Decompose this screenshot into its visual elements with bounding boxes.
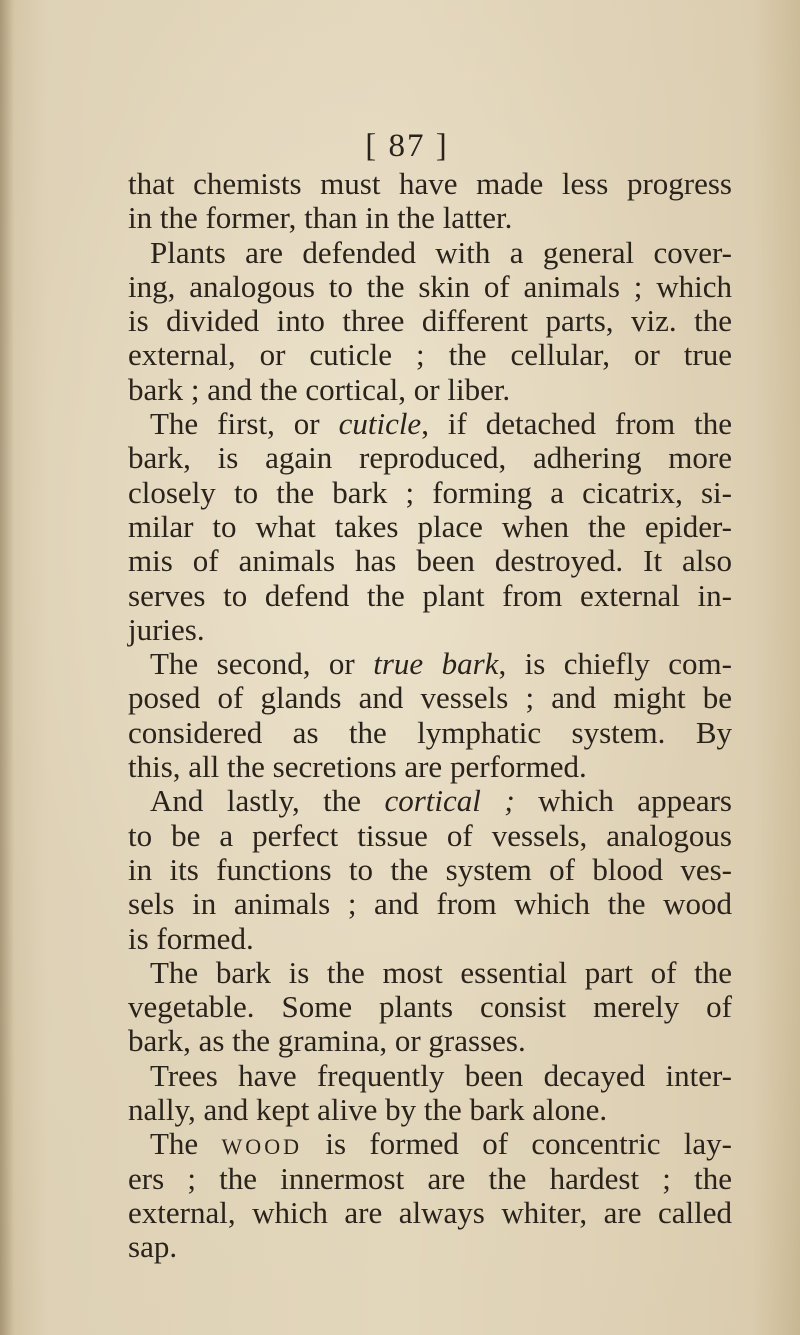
text-line: this, all the secretions are performed. — [128, 749, 587, 785]
text-segment: The second, or — [150, 646, 374, 682]
text-line: posed of glands and vessels ; and might be — [128, 680, 732, 716]
text-line: bark ; and the cortical, or liber. — [128, 371, 511, 407]
text-line: nally, and kept alive by the bark alone. — [128, 1092, 608, 1128]
body-text — [128, 167, 732, 1265]
small-caps-term: wood — [221, 1126, 302, 1162]
text-line: juries. — [128, 611, 205, 647]
text-segment: which appears — [514, 783, 732, 819]
text-line — [128, 407, 732, 441]
text-segment: The — [150, 1126, 222, 1162]
text-segment: , if detached from the — [421, 406, 732, 442]
text-segment: And lastly, the — [150, 783, 385, 819]
text-segment: The first, or — [150, 406, 339, 442]
text-line: ing, analogous to the skin of animals ; which — [128, 268, 732, 304]
page-number: [ 87 ] — [365, 128, 449, 164]
page-gutter-shadow — [0, 0, 14, 1335]
text-line — [128, 647, 732, 681]
text-line: external, or cuticle ; the cellular, or true — [128, 337, 732, 373]
text-line: in the former, than in the latter. — [128, 200, 513, 236]
text-line: closely to the bark ; forming a cicatrix, si- — [128, 474, 732, 510]
italic-term: true bark — [373, 646, 499, 682]
text-line: milar to what takes place when the epider- — [128, 508, 732, 544]
text-line: is divided into three different parts, viz. the — [128, 303, 732, 339]
text-line: that chemists must have made less progress — [128, 166, 732, 201]
text-line: serves to defend the plant from external in- — [128, 577, 732, 613]
text-line: bark, is again reproduced, adhering more — [128, 440, 732, 476]
italic-term: cortical ; — [384, 783, 515, 819]
text-segment: , is chiefly com- — [498, 646, 732, 682]
text-line: bark, as the gramina, or grasses. — [128, 1023, 526, 1059]
text-line: Plants are defended with a general cover- — [150, 234, 732, 270]
text-line: Trees have frequently been decayed inter- — [150, 1057, 732, 1093]
text-line: The bark is the most essential part of the — [150, 954, 732, 990]
text-line: is formed. — [128, 920, 254, 956]
text-line: in its functions to the system of blood ves- — [128, 851, 732, 887]
text-line: vegetable. Some plants consist merely of — [128, 989, 732, 1025]
text-line: mis of animals has been destroyed. It also — [128, 543, 732, 579]
text-line: ers ; the innermost are the hardest ; the — [128, 1160, 732, 1196]
text-line: sap. — [128, 1229, 178, 1265]
text-line — [128, 1127, 732, 1161]
text-line: sels in animals ; and from which the wood — [128, 886, 732, 922]
text-segment: is formed of concentric lay- — [301, 1126, 732, 1162]
text-line: external, which are always whiter, are called — [128, 1194, 732, 1230]
text-line — [128, 784, 732, 818]
text-line: to be a perfect tissue of vessels, analogous — [128, 817, 732, 853]
text-line: considered as the lymphatic system. By — [128, 714, 732, 750]
italic-term: cuticle — [338, 406, 422, 442]
